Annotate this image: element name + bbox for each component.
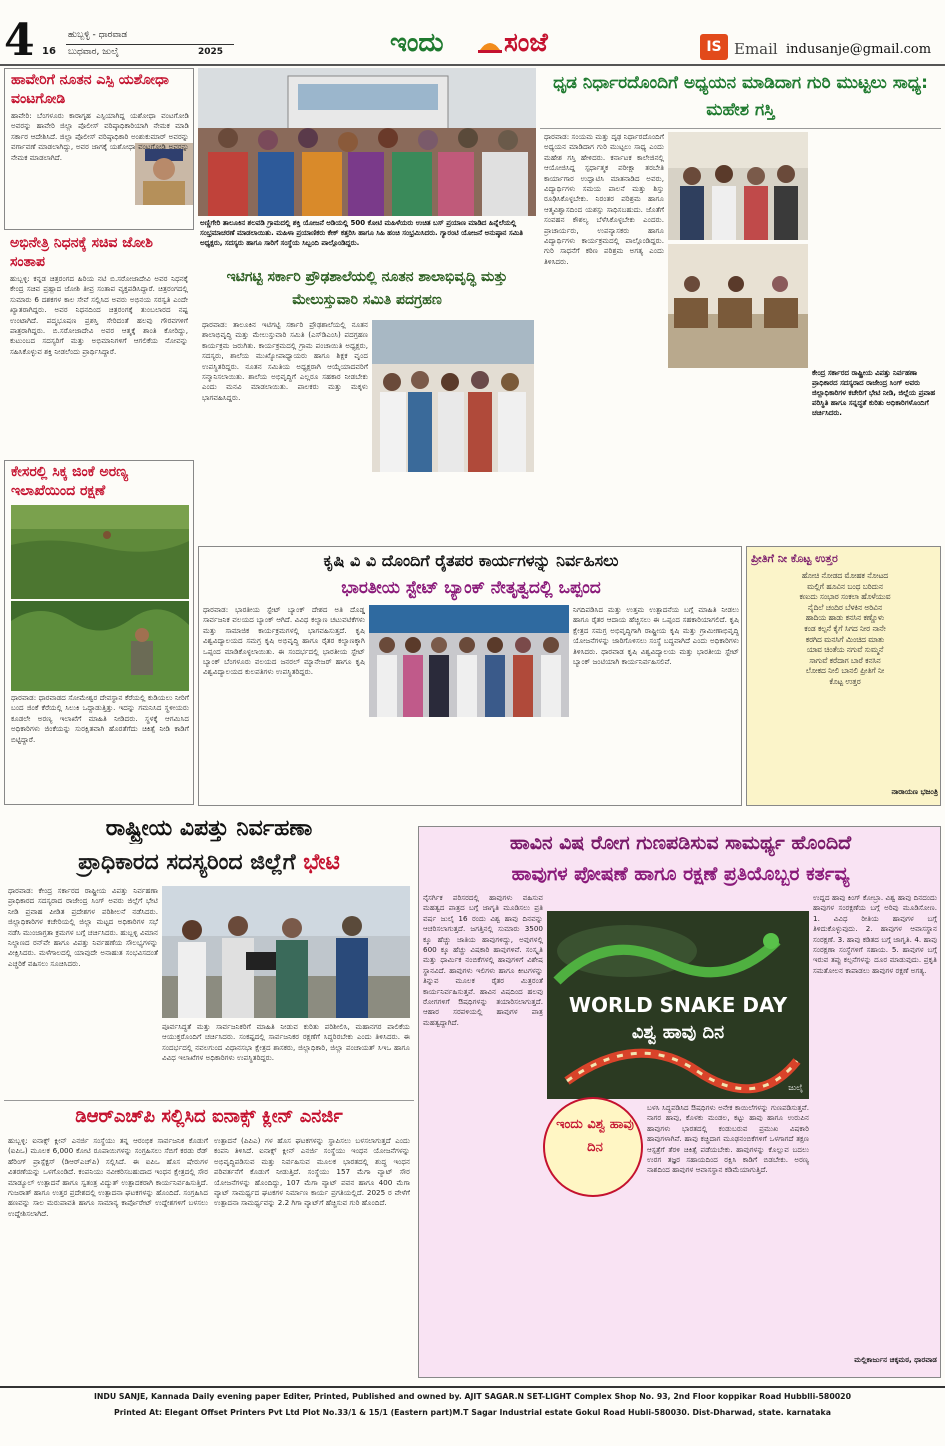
inox-body-left: ಹುಬ್ಬಳ್ಳಿ: ಐನಾಕ್ಸ್ ಕ್ಲೀನ್ ಎನರ್ಜಿ ಸಂಸ್ಥೆಯು ತನ್ನ ಆರಂಭಿಕ ಸಾರ್ವಜನಿಕ ಕೊಡುಗೆ (ಐಪಿಒ) ಮೂಲಕ 6,000 ಕೋಟಿ ರೂಪಾಯಿಗಳನ್ನು ಸಂಗ್ರಹಿಸಲು ಸೆಬಿಗೆ ಕರಡು ರೆಡ್ ಹೆರಿಂಗ್ ಪ್ರಾಸ್ಪೆಕ್ಟಸ್ (ಡಿಆರ್‌ಎಚ್‌ಪಿ) ಸಲ್ಲಿಸಿದೆ. ಈ ಐಪಿಒ ಹೊಸ ಷೇರುಗಳ ವಿತರಣೆಯನ್ನು ಒಳಗೊಂಡಿದೆ. ಕಂಪನಿಯು ನವೀಕರಿಸಬಹುದಾದ ಇಂಧನ ಕ್ಷೇತ್ರದಲ್ಲಿ ಸೌರ ಮಾಡ್ಯೂಲ್ ಉತ್ಪಾದನೆ ಹಾಗೂ ಸ್ವತಂತ್ರ ವಿದ್ಯುತ್ ಉತ್ಪಾದಕರಾಗಿ ಕಾರ್ಯನಿರ್ವಹಿಸುತ್ತಿದೆ. ಗುಜರಾತ್ ಹಾಗೂ ಉತ್ತರ ಪ್ರದೇಶದಲ್ಲಿ ಉತ್ಪಾದನಾ ಘಟಕಗಳನ್ನು ಹೊಂದಿದೆ. ಸಂಗ್ರಹಿಸಿದ ಹಣವನ್ನು ಸಾಲ ಮರುಪಾವತಿ ಹಾಗೂ ಸಾಮಾನ್ಯ ಕಾರ್ಪೊರೇಟ್ ಉದ್ದೇಶಗಳಿಗೆ ಬಳಸಲು ಉದ್ದೇಶಿಸಲಾಗಿದೆ. <box>8 1136 208 1218</box>
sbi-body-left: ಧಾರವಾಡ: ಭಾರತೀಯ ಸ್ಟೇಟ್ ಬ್ಯಾಂಕ್ ದೇಶದ ಅತಿ ದೊಡ್ಡ ಸಾರ್ವಜನಿಕ ವಲಯದ ಬ್ಯಾಂಕ್ ಆಗಿದೆ. ವಿವಿಧ ಕಲ್ಯಾಣ ಚಟುವಟಿಕೆಗಳು ಮತ್ತು ಸಾಮಾಜಿಕ ಕಾರ್ಯಕ್ರಮಗಳಲ್ಲಿ ಭಾಗವಹಿಸುತ್ತದೆ. ಕೃಷಿ ವಿಶ್ವವಿದ್ಯಾಲಯದ ಸಮಗ್ರ ಕೃಷಿ ಅಭಿವೃದ್ಧಿ ಹಾಗೂ ರೈತರ ಕಲ್ಯಾಣಕ್ಕಾಗಿ ಒಪ್ಪಂದ ಮಾಡಿಕೊಳ್ಳಲಾಯಿತು. ಈ ಸಂದರ್ಭದಲ್ಲಿ ಭಾರತೀಯ ಸ್ಟೇಟ್ ಬ್ಯಾಂಕ್ ಬೆಂಗಳೂರು ವಲಯದ ಜನರಲ್ ಮ್ಯಾನೇಜರ್ ಹಾಗೂ ಕೃಷಿ ವಿಶ್ವವಿದ್ಯಾಲಯದ ಕುಲಪತಿಗಳು ಉಪಸ್ಥಿತರಿದ್ದರು. <box>203 605 365 677</box>
minister-photo <box>668 244 808 368</box>
ndma-headline-2 <box>8 846 410 880</box>
snake-author: ಮಲ್ಲಿಕಾರ್ಜುನ ಚಿಕ್ಕಮಠ, ಧಾರವಾಡ <box>854 1355 937 1364</box>
study-headline: ಧೃಡ ನಿರ್ಧಾರದೊಂದಿಗೆ ಅಧ್ಯಯನ ಮಾಡಿದಾಗ ಗುರಿ ಮುಟ್ಟಲು ಸಾಧ್ಯ: ಮಹೇಶ ಗಸ್ತಿ <box>553 73 928 120</box>
email-address: indusanje@gmail.com <box>786 42 932 57</box>
snake-body-right: ಉದ್ದದ ಹಾವು ಕಿಂಗ್ ಕೋಬ್ರಾ. ವಿಶ್ವ ಹಾವು ದಿನದಂದು ಹಾವುಗಳ ಸಂರಕ್ಷಣೆಯ ಬಗ್ಗೆ ಅರಿವು ಮೂಡಿಸೋಣ. 1. ವಿವಿಧ ರೀತಿಯ ಹಾವುಗಳ ಬಗ್ಗೆ ತಿಳಿದುಕೊಳ್ಳುವುದು. 2. ಹಾವುಗಳ ಆವಾಸಸ್ಥಾನ ಸಂರಕ್ಷಣೆ. 3. ಹಾವು ಕಡಿತದ ಬಗ್ಗೆ ಜಾಗೃತಿ. 4. ಹಾವು ಸಂರಕ್ಷಣಾ ಸಂಸ್ಥೆಗಳಿಗೆ ಸಹಾಯ. 5. ಹಾವುಗಳ ಬಗ್ಗೆ ಇರುವ ತಪ್ಪು ಕಲ್ಪನೆಗಳನ್ನು ದೂರ ಮಾಡುವುದು. ಪ್ರಕೃತಿ ಸಮತೋಲನ ಕಾಪಾಡಲು ಹಾವುಗಳ ರಕ್ಷಣೆ ಅಗತ್ಯ. <box>813 893 937 975</box>
sp-article <box>4 68 194 230</box>
sp-headline: ಹಾವೇರಿಗೆ ನೂತನ ಎಸ್ಪಿ ಯಶೋಧಾ ವಂಟಗೋಡಿ <box>11 72 169 107</box>
imprint-line-1: INDU SANJE, Kannada Daily evening paper Editer, Printed, Published and owned by. AJIT SAGAR.N SET-LIGHT Complex Shop No. 93, 2nd Floor koppikar Road Hubblli-580020 <box>93 1392 852 1401</box>
study-body-right <box>812 132 937 240</box>
page-number: 4 <box>4 18 35 64</box>
snake-headline-2: ಹಾವುಗಳ ಪೋಷಣೆ ಹಾಗೂ ರಕ್ಷಣೆ ಪ್ರತಿಯೊಬ್ಬರ ಕರ್ತವ್ಯ <box>511 863 850 885</box>
sbi-article <box>198 546 742 806</box>
year: 2025 <box>198 47 224 57</box>
school-headline: ಇಟಿಗಟ್ಟಿ ಸರ್ಕಾರಿ ಪ್ರೌಢಶಾಲೆಯಲ್ಲಿ ನೂತನ ಶಾಲಾಭಿವೃದ್ಧಿ ಮತ್ತು ಮೇಲುಸ್ತುವಾರಿ ಸಮಿತಿ ಪದಗ್ರಹಣ <box>226 269 508 308</box>
ndma-headline-2-accent: ಭೇಟಿ <box>303 850 340 875</box>
bus-event <box>198 68 536 262</box>
ndma-body-right: ಪೂರ್ವಸಿದ್ಧತೆ ಮತ್ತು ಸಾರ್ವಜನಿಕರಿಗೆ ಮಾಹಿತಿ ನೀಡುವ ಕುರಿತು ಪರಿಶೀಲಿಸಿ, ಮಹಾನಗರ ಪಾಲಿಕೆಯ ಆಯುಕ್ತರೊಂದಿಗೆ ಚರ್ಚಿಸಿದರು. ಸಂಕಷ್ಟದಲ್ಲಿ ಸಾರ್ವಜನಿಕರ ರಕ್ಷಣೆಗೆ ಸಿದ್ಧರಿರಬೇಕು ಎಂದು ತಿಳಿಸಿದರು. ಈ ಸಂದರ್ಭದಲ್ಲಿ ನವಲಗುಂದ ವಿಧಾನಸಭಾ ಕ್ಷೇತ್ರದ ಶಾಸಕರು, ಜಿಲ್ಲಾಧಿಕಾರಿ, ಜಿಲ್ಲಾ ಪಂಚಾಯತ್ ಸಿಇಒ ಹಾಗೂ ವಿವಿಧ ಇಲಾಖೆಗಳ ಅಧಿಕಾರಿಗಳು ಉಪಸ್ಥಿತರಿದ್ದರು. <box>162 1022 410 1063</box>
snake-day-image <box>547 911 809 1099</box>
is-logo-badge: IS <box>700 34 728 60</box>
ndma-body-left: ಧಾರವಾಡ: ಕೇಂದ್ರ ಸರ್ಕಾರದ ರಾಷ್ಟ್ರೀಯ ವಿಪತ್ತು ನಿರ್ವಹಣಾ ಪ್ರಾಧಿಕಾರದ ಸದಸ್ಯರಾದ ರಾಜೇಂದ್ರ ಸಿಂಗ್ ಅವರು ಜಿಲ್ಲೆಗೆ ಭೇಟಿ ನೀಡಿ ಪ್ರವಾಹ ಪೀಡಿತ ಪ್ರದೇಶಗಳ ಪರಿಶೀಲನೆ ನಡೆಸಿದರು. ಜಿಲ್ಲಾಧಿಕಾರಿಗಳ ಕಚೇರಿಯಲ್ಲಿ ಜಿಲ್ಲಾ ಮಟ್ಟದ ಅಧಿಕಾರಿಗಳ ಸಭೆ ನಡೆಸಿ ಮುಂಜಾಗ್ರತಾ ಕ್ರಮಗಳ ಬಗ್ಗೆ ಚರ್ಚಿಸಿದರು. ಹುಬ್ಬಳ್ಳಿ ವಿಮಾನ ನಿಲ್ದಾಣದ ರನ್‌ವೇ ಹಾಗೂ ವಿಪತ್ತು ನಿರ್ವಹಣೆಯ ಸೌಲಭ್ಯಗಳನ್ನು ವೀಕ್ಷಿಸಿದರು. ಮಳೆಗಾಲದಲ್ಲಿ ಯಾವುದೇ ಅನಾಹುತ ಸಂಭವಿಸದಂತೆ ಎಚ್ಚರಿಕೆ ವಹಿಸಲು ಸೂಚಿಸಿದರು. <box>8 886 158 968</box>
snake-image-credit: ಜುಲೈ <box>788 1083 803 1092</box>
masthead <box>0 0 945 66</box>
sbi-body-mid <box>369 721 569 803</box>
ndma-headline-2-text: ಪ್ರಾಧಿಕಾರದ ಸದಸ್ಯರಿಂದ ಜಿಲ್ಲೆಗೆ <box>78 850 304 875</box>
school-photo <box>372 320 534 472</box>
snake-badge-text: ಇಂದು ವಿಶ್ವ ಹಾವು ದಿನ <box>556 1117 634 1155</box>
minister-caption: ಕೇಂದ್ರ ಸರ್ಕಾರದ ರಾಷ್ಟ್ರೀಯ ವಿಪತ್ತು ನಿರ್ವಹಣಾ ಪ್ರಾಧಿಕಾರದ ಸದಸ್ಯರಾದ ರಾಜೇಂದ್ರ ಸಿಂಗ್ ಅವರು ಜಿಲ್ಲಾಧಿಕಾರಿಗಳ ಕಚೇರಿಗೆ ಭೇಟಿ ನೀಡಿ, ಜಿಲ್ಲೆಯ ಪ್ರವಾಹ ಪರಿಸ್ಥಿತಿ ಹಾಗೂ ಸನ್ನದ್ಧತೆ ಕುರಿತು ಅಧಿಕಾರಿಗಳೊಂದಿಗೆ ಚರ್ಚಿಸಿದರು. <box>812 369 936 417</box>
inox-body-mid: ಉತ್ಪಾದನೆ (ಪಿಪಿಎ) ಗಳ ಹೊಸ ಘಟಕಗಳನ್ನು ಸ್ಥಾಪಿಸಲು ಬಳಸಲಾಗುತ್ತದೆ ಎಂದು ಕಂಪನಿ ತಿಳಿಸಿದೆ. ಐನಾಕ್ಸ್ ಕ್ಲೀನ್ ಎನರ್ಜಿ ಸಂಸ್ಥೆಯು ಇಂಧನ ಯೋಜನೆಗಳನ್ನು ಅಭಿವೃದ್ಧಿಪಡಿಸುವ ಮತ್ತು ನಿರ್ವಹಿಸುವ ಮೂಲಕ ಭಾರತದಲ್ಲಿ ಶುದ್ಧ ಇಂಧನ ಪರಿವರ್ತನೆಗೆ ಕೊಡುಗೆ ನೀಡುತ್ತಿದೆ. ಸಂಸ್ಥೆಯು 157 ಮೆಗಾ ವ್ಯಾಟ್ ಸೌರ ಯೋಜನೆಗಳನ್ನು ಹೊಂದಿದ್ದು, 107 ಮೆಗಾ ವ್ಯಾಟ್ ಪವನ ಹಾಗೂ 400 ಮೆಗಾ ವ್ಯಾಟ್ ಸಾಮರ್ಥ್ಯದ ಘಟಕಗಳ ನಿರ್ಮಾಣ ಕಾರ್ಯ ಪ್ರಗತಿಯಲ್ಲಿದೆ. 2025 ರ ವೇಳೆಗೆ ಉತ್ಪಾದನಾ ಸಾಮರ್ಥ್ಯವನ್ನು 2.2 ಗಿಗಾ ವ್ಯಾಟ್‌ಗೆ ಹೆಚ್ಚಿಸುವ ಗುರಿ ಹೊಂದಿದೆ. <box>214 1136 410 1208</box>
inox-article <box>4 1100 414 1378</box>
newspaper-logo <box>390 28 590 62</box>
actress-headline: ಅಭಿನೇತ್ರಿ ನಿಧನಕ್ಕೆ ಸಚಿವ ಜೋಶಿ ಸಂತಾಪ <box>10 235 153 270</box>
sun-icon <box>478 34 502 56</box>
city-line: ಹುಬ್ಬಳ್ಳಿ - ಧಾರವಾಡ <box>68 30 128 40</box>
snake-day-badge <box>543 1097 643 1197</box>
sbi-body-right: ನಿಗದಿಪಡಿಸಿದ ಮತ್ತು ಉತ್ತಮ ಉತ್ಪಾದನೆಯ ಬಗ್ಗೆ ಮಾಹಿತಿ ನೀಡಲು ಹಾಗೂ ರೈತರ ಆದಾಯ ಹೆಚ್ಚಿಸಲು ಈ ಒಪ್ಪಂದ ಸಹಕಾರಿಯಾಗಲಿದೆ. ಕೃಷಿ ಕ್ಷೇತ್ರದ ಸಮಗ್ರ ಅಭಿವೃದ್ಧಿಗಾಗಿ ರಾಷ್ಟ್ರೀಯ ಕೃಷಿ ಮತ್ತು ಗ್ರಾಮೀಣಾಭಿವೃದ್ಧಿ ಯೋಜನೆಗಳನ್ನು ಜಾರಿಗೊಳಿಸಲು ಸಂಸ್ಥೆ ಬದ್ಧವಾಗಿದೆ ಎಂದು ಅಧಿಕಾರಿಗಳು ತಿಳಿಸಿದರು. ಧಾರವಾಡ ಕೃಷಿ ವಿಶ್ವವಿದ್ಯಾಲಯ ಮತ್ತು ಭಾರತೀಯ ಸ್ಟೇಟ್ ಬ್ಯಾಂಕ್ ಜಂಟಿಯಾಗಿ ಕಾರ್ಯನಿರ್ವಹಿಸಲಿವೆ. <box>573 605 739 667</box>
snake-body-left: ನೈಸರ್ಗಿಕ ಪರಿಸರದಲ್ಲಿ ಹಾವುಗಳು ವಹಿಸುವ ಮಹತ್ವದ ಪಾತ್ರದ ಬಗ್ಗೆ ಜಾಗೃತಿ ಮೂಡಿಸಲು ಪ್ರತಿ ವರ್ಷ ಜುಲೈ 16 ರಂದು ವಿಶ್ವ ಹಾವು ದಿನವನ್ನು ಆಚರಿಸಲಾಗುತ್ತದೆ. ಜಗತ್ತಿನಲ್ಲಿ ಸುಮಾರು 3500 ಕ್ಕೂ ಹೆಚ್ಚು ಜಾತಿಯ ಹಾವುಗಳಿದ್ದು, ಅವುಗಳಲ್ಲಿ 600 ಕ್ಕೂ ಹೆಚ್ಚು ವಿಷಕಾರಿ ಹಾವುಗಳಿವೆ. ಸಂಸ್ಕೃತಿ ಮತ್ತು ಧಾರ್ಮಿಕ ನಂಬಿಕೆಗಳಲ್ಲಿ ಹಾವುಗಳಿಗೆ ವಿಶೇಷ ಸ್ಥಾನವಿದೆ. ಹಾವುಗಳು ಇಲಿಗಳು ಹಾಗೂ ಕೀಟಗಳನ್ನು ತಿನ್ನುವ ಮೂಲಕ ರೈತರ ಮಿತ್ರರಂತೆ ಕಾರ್ಯನಿರ್ವಹಿಸುತ್ತವೆ. ಹಾವಿನ ವಿಷದಿಂದ ಹಲವು ರೋಗಗಳಿಗೆ ಔಷಧಿಗಳನ್ನು ತಯಾರಿಸಲಾಗುತ್ತದೆ. ಆಹಾರ ಸರಪಳಿಯಲ್ಲಿ ಹಾವುಗಳ ಪಾತ್ರ ಮಹತ್ವದ್ದಾಗಿದೆ. <box>423 893 543 1027</box>
bus-photo <box>198 68 536 216</box>
school-body: ಧಾರವಾಡ: ತಾಲೂಕಿನ ಇಟಿಗಟ್ಟಿ ಸರ್ಕಾರಿ ಪ್ರೌಢಶಾಲೆಯಲ್ಲಿ ನೂತನ ಶಾಲಾಭಿವೃದ್ಧಿ ಮತ್ತು ಮೇಲುಸ್ತುವಾರಿ ಸಮಿತಿ (ಎಸ್‌ಡಿಎಂಸಿ) ಪದಗ್ರಹಣ ಕಾರ್ಯಕ್ರಮ ಜರುಗಿತು. ಕಾರ್ಯಕ್ರಮದಲ್ಲಿ ಗ್ರಾಮ ಪಂಚಾಯಿತಿ ಅಧ್ಯಕ್ಷರು, ಸದಸ್ಯರು, ಶಾಲೆಯ ಮುಖ್ಯೋಪಾಧ್ಯಾಯರು ಹಾಗೂ ಶಿಕ್ಷಕ ವೃಂದ ಉಪಸ್ಥಿತರಿದ್ದರು. ನೂತನ ಸಮಿತಿಯ ಅಧ್ಯಕ್ಷರಾಗಿ ಆಯ್ಕೆಯಾದವರಿಗೆ ಸನ್ಮಾನಿಸಲಾಯಿತು. ಶಾಲೆಯ ಅಭಿವೃದ್ಧಿಗೆ ಎಲ್ಲರೂ ಸಹಕಾರ ನೀಡಬೇಕು ಎಂದು ಮನವಿ ಮಾಡಲಾಯಿತು. ಪಾಲಕರು ಮತ್ತು ಮಕ್ಕಳು ಭಾಗವಹಿಸಿದ್ದರು. <box>202 320 368 402</box>
poem-body: ಹೋಚಿ ನೋಡದ ಮೋಹಕ ನೋಟದ ಮಲ್ಲಿಗೆ ಹೂವಿನ ಬಂಧ ಬರಿದುನ ಕಣುದು ಸಂಭಾರ ಸಂಕಲಾ ಹೊಳೆಯುವ ನೈದಿಲೆ ಚಂದಿರ ಬೆಳಕಿನ ಅರಿವಿನ ಹಾದಿಯ ಹಾಡು ಕನಸಿನ ಕಣ್ಣೊಳು ಕಂಡ ಕಲ್ಪನೆ ಕೈಗೆ ಸಿಗದ ನೀರ ನಾನೇ ಕರಗಿದ ಮನಸಿಗೆ ಮಿಂಚಿದ ಮಾತು ಯಾವ ಚಿಂತೆಯ ನಗುವೆ ಸುಮ್ಮನೆ ಸಾಗುವೆ ಕರೆದಾಗ ಬಾರೆ ಕನಸಿನ ಲೋಕದ ನೀಲಿ ಬಾನಲಿ ಪ್ರೀತಿಗೆ ನೀ ಕೊಟ್ಟ ಉತ್ತರ <box>799 571 891 686</box>
deer-photo-rescue <box>11 601 189 691</box>
snake-image-title-kn: ವಿಶ್ವ ಹಾವು ದಿನ <box>631 1022 725 1043</box>
deer-headline: ಕೇಸರಲ್ಲಿ ಸಿಕ್ಕ ಜಿಂಕೆ ಅರಣ್ಯ ಇಲಾಖೆಯಿಂದ ರಕ್ಷಣೆ <box>11 464 128 499</box>
study-photo <box>668 132 808 240</box>
ndma-headline-1: ರಾಷ್ಟ್ರೀಯ ವಿಪತ್ತು ನಿರ್ವಹಣಾ <box>105 816 313 841</box>
logo-indu: ಇಂದು <box>390 28 444 58</box>
deer-body: ಧಾರವಾಡ: ಧಾರವಾಡದ ಸೋಮೇಶ್ವರ ದೇವಸ್ಥಾನ ಕೆರೆಯಲ್ಲಿ ಕುಡಿಯಲು ನೀರಿಗೆ ಬಂದ ಜಿಂಕೆ ಕೆರೆಯಲ್ಲಿ ಸಿಲುಕಿ ಒದ್ದಾಡುತ್ತಿತ್ತು. ಇದನ್ನು ಗಮನಿಸಿದ ಸ್ಥಳೀಯರು ಕೂಡಲೇ ಅರಣ್ಯ ಇಲಾಖೆಗೆ ಮಾಹಿತಿ ನೀಡಿದರು. ಸ್ಥಳಕ್ಕೆ ಆಗಮಿಸಿದ ಅಧಿಕಾರಿಗಳು ಜಿಂಕೆಯನ್ನು ಸುರಕ್ಷಿತವಾಗಿ ಹೊರತೆಗೆದು ಚಿಕಿತ್ಸೆ ನೀಡಿ ಕಾಡಿಗೆ ಬಿಟ್ಟಿದ್ದಾರೆ. <box>11 693 189 744</box>
sbi-headline-1: ಕೃಷಿ ವಿ ವಿ ದೊಂದಿಗೆ ರೈತಪರ ಕಾರ್ಯಗಳನ್ನು ನಿರ್ವಹಿಸಲು <box>323 551 619 570</box>
snake-body-mid: ಬಳಸಿ ಸಿದ್ಧಪಡಿಸಿದ ಔಷಧಿಗಳು ಅನೇಕ ಕಾಯಿಲೆಗಳನ್ನು ಗುಣಪಡಿಸುತ್ತವೆ. ನಾಗರ ಹಾವು, ಕೊಳಕು ಮಂಡಲ, ಕಟ್ಟು ಹಾವು ಹಾಗೂ ಉರುಪಿನ ಹಾವುಗಳು ಭಾರತದಲ್ಲಿ ಕಂಡುಬರುವ ಪ್ರಮುಖ ವಿಷಕಾರಿ ಹಾವುಗಳಾಗಿವೆ. ಹಾವು ಕಚ್ಚಿದಾಗ ಮೂಢನಂಬಿಕೆಗಳಿಗೆ ಒಳಗಾಗದೆ ತಕ್ಷಣ ಆಸ್ಪತ್ರೆಗೆ ತೆರಳಿ ಚಿಕಿತ್ಸೆ ಪಡೆಯಬೇಕು. ಹಾವುಗಳನ್ನು ಕೊಲ್ಲುವ ಬದಲು ಉರಗ ತಜ್ಞರ ಸಹಾಯದಿಂದ ರಕ್ಷಿಸಿ ಕಾಡಿಗೆ ಬಿಡಬೇಕು. ಅರಣ್ಯ ನಾಶದಿಂದ ಹಾವುಗಳ ಆವಾಸಸ್ಥಾನ ಕಡಿಮೆಯಾಗುತ್ತಿದೆ. <box>647 1103 809 1175</box>
snake-image-title-en: WORLD SNAKE DAY <box>568 993 788 1017</box>
snake-headline-1: ಹಾವಿನ ವಿಷ ರೋಗ ಗುಣಪಡಿಸುವ ಸಾಮರ್ಥ್ಯ ಹೊಂದಿದೆ <box>509 832 852 854</box>
deer-article <box>4 460 194 805</box>
sbi-headline-2: ಭಾರತೀಯ ಸ್ಟೇಟ್ ಬ್ಯಾಂಕ್ ನೇತೃತ್ವದಲ್ಲಿ ಒಪ್ಪಂದ <box>341 578 601 598</box>
study-body: ಧಾರವಾಡ: ಸಂಯಮ ಮತ್ತು ದೃಢ ನಿರ್ಧಾರದೊಂದಿಗೆ ಅಧ್ಯಯನ ಮಾಡಿದಾಗ ಗುರಿ ಮುಟ್ಟಲು ಸಾಧ್ಯ ಎಂದು ಮಹೇಶ ಗಸ್ತಿ ಹೇಳಿದರು. ಕರ್ನಾಟಕ ಕಾಲೇಜಿನಲ್ಲಿ ಆಯೋಜಿಸಿದ್ದ ಸ್ಪರ್ಧಾತ್ಮಕ ಪರೀಕ್ಷಾ ತರಬೇತಿ ಕಾರ್ಯಾಗಾರ ಉದ್ಘಾಟಿಸಿ ಮಾತನಾಡಿದ ಅವರು, ವಿದ್ಯಾರ್ಥಿಗಳು ಸಮಯ ಪಾಲನೆ ಮತ್ತು ಶಿಸ್ತು ರೂಢಿಸಿಕೊಳ್ಳಬೇಕು. ನಿರಂತರ ಪರಿಶ್ರಮ ಹಾಗೂ ಆತ್ಮವಿಶ್ವಾಸದಿಂದ ಯಶಸ್ಸು ಸಾಧಿಸಬಹುದು. ಜೊತೆಗೆ ಸಂವಹನ ಕೌಶಲ್ಯ ಬೆಳೆಸಿಕೊಳ್ಳಬೇಕು ಎಂದರು. ಪ್ರಾಚಾರ್ಯರು, ಉಪನ್ಯಾಸಕರು ಹಾಗೂ ವಿದ್ಯಾರ್ಥಿಗಳು ಕಾರ್ಯಕ್ರಮದಲ್ಲಿ ಪಾಲ್ಗೊಂಡಿದ್ದರು. ಗುರಿ ಸಾಧನೆಗೆ ಕಠಿಣ ಪರಿಶ್ರಮ ಅಗತ್ಯ ಎಂದು ತಿಳಿಸಿದರು. <box>544 132 664 266</box>
ndma-article <box>4 810 414 1096</box>
imprint-footer <box>0 1386 945 1442</box>
date-line: ಬುಧವಾರ, ಜುಲೈ <box>68 47 119 57</box>
poem-box <box>746 546 941 806</box>
actress-article <box>4 232 194 458</box>
logo-sanje: ಸಂಜೆ <box>504 28 548 58</box>
poem-title: ಪ್ರೀತಿಗೆ ನೀ ಕೊಟ್ಟ ಉತ್ತರ <box>751 552 838 565</box>
inox-headline: ಡಿಆರ್‌ಎಚ್‌ಪಿ ಸಲ್ಲಿಸಿದ ಐನಾಕ್ಸ್ ಕ್ಲೀನ್ ಎನರ್ಜಿ <box>75 1106 343 1127</box>
imprint-line-2: Printed At: Elegant Offset Printers Pvt Ltd Plot No.33/1 & 15/1 (Eastern part)M.T Sagar Industrial estate Gokul Road Hubli-580030. Dist-Dharwad, state. karnataka <box>114 1408 831 1417</box>
sbi-photo <box>369 605 569 717</box>
poem-author: ನಾರಾಯಣ ಭಜಂತ್ರಿ <box>891 787 938 796</box>
sp-body: ಹಾವೇರಿ: ಬೆಂಗಳೂರು ಕಾರಾಗೃಹ ಎಸ್ಪಿಯಾಗಿದ್ದ ಯಶೋಧಾ ವಂಟಗೋಡಿ ಅವರನ್ನು ಹಾವೇರಿ ಜಿಲ್ಲಾ ಪೊಲೀಸ್ ವರಿಷ್ಠಾಧಿಕಾರಿಯಾಗಿ ನೇಮಕ ಮಾಡಿ ಸರ್ಕಾರ ಆದೇಶಿಸಿದೆ. ಜಿಲ್ಲಾ ಪೊಲೀಸ್ ವರಿಷ್ಠಾಧಿಕಾರಿ ಅಂಶುಕುಮಾರ್ ಅವರನ್ನು ವರ್ಗಾವಣೆ ಮಾಡಲಾಗಿದ್ದು, ಅವರ ಜಾಗಕ್ಕೆ ಯಶೋಧಾ ವಂಟಗೋಡಿ ಅವರನ್ನು ನೇಮಕ ಮಾಡಲಾಗಿದೆ. <box>11 111 189 162</box>
deer-photo-field <box>11 505 189 599</box>
school-article <box>198 266 536 542</box>
email-label: Email <box>734 40 778 58</box>
edition-number: 16 <box>42 46 56 57</box>
school-body-tail <box>372 476 534 542</box>
bus-caption: ಅಣ್ಣಿಗೇರಿ ತಾಲೂಕಿನ ಶಲವಡಿ ಗ್ರಾಮದಲ್ಲಿ ಶಕ್ತಿ ಯೋಜನೆ ಅಡಿಯಲ್ಲಿ 500 ಕೋಟಿ ಮಹಿಳೆಯರು ಉಚಿತ ಬಸ್ ಪ್ರಯಾಣ ಮಾಡಿದ ಹಿನ್ನೆಲೆಯಲ್ಲಿ ಸಂಭ್ರಮಾಚರಣೆ ಮಾಡಲಾಯಿತು. ಮಹಿಳಾ ಪ್ರಯಾಣಿಕರು ಕೇಕ್ ಕತ್ತರಿಸಿ ಹಾಗೂ ಸಿಹಿ ಹಂಚಿ ಸಂಭ್ರಮಿಸಿದರು. ಗ್ಯಾರಂಟಿ ಯೋಜನೆ ಅನುಷ್ಠಾನ ಸಮಿತಿ ಅಧ್ಯಕ್ಷರು, ಸದಸ್ಯರು ಹಾಗೂ ಸಾರಿಗೆ ಸಂಸ್ಥೆಯ ಸಿಬ್ಬಂದಿ ಪಾಲ್ಗೊಂಡಿದ್ದರು. <box>200 219 524 247</box>
study-article <box>540 68 941 528</box>
actress-body: ಹುಬ್ಬಳ್ಳಿ: ಕನ್ನಡ ಚಿತ್ರರಂಗದ ಹಿರಿಯ ನಟಿ ಬಿ.ಸರೋಜಾದೇವಿ ಅವರ ನಿಧನಕ್ಕೆ ಕೇಂದ್ರ ಸಚಿವ ಪ್ರಹ್ಲಾದ ಜೋಶಿ ತೀವ್ರ ಸಂತಾಪ ವ್ಯಕ್ತಪಡಿಸಿದ್ದಾರೆ. ಚಿತ್ರರಂಗದಲ್ಲಿ ಸುಮಾರು 6 ದಶಕಗಳ ಕಾಲ ಸೇವೆ ಸಲ್ಲಿಸಿದ ಅವರು ಅಭಿನಯ ಸರಸ್ವತಿ ಎಂದೇ ಖ್ಯಾತರಾಗಿದ್ದರು. ಅವರ ನಿಧನದಿಂದ ಚಿತ್ರರಂಗಕ್ಕೆ ತುಂಬಲಾರದ ನಷ್ಟ ಉಂಟಾಗಿದೆ. ಪದ್ಮಭೂಷಣ ಪ್ರಶಸ್ತಿ ಸೇರಿದಂತೆ ಹಲವು ಗೌರವಗಳಿಗೆ ಪಾತ್ರರಾಗಿದ್ದರು. ಬಿ.ಸರೋಜಾದೇವಿ ಅವರ ಆತ್ಮಕ್ಕೆ ಶಾಂತಿ ಕೋರಿದ್ದು, ಕುಟುಂಬದ ಸದಸ್ಯರಿಗೆ ಮತ್ತು ಅಭಿಮಾನಿಗಳಿಗೆ ಆಗಲಿಕೆಯ ನೋವನ್ನು ಸಹಿಸಿಕೊಳ್ಳುವ ಶಕ್ತಿ ನೀಡಲೆಂದು ಪ್ರಾರ್ಥಿಸಿದ್ದಾರೆ. <box>10 274 188 356</box>
ndma-photo <box>162 886 410 1018</box>
snake-article <box>418 826 941 1378</box>
